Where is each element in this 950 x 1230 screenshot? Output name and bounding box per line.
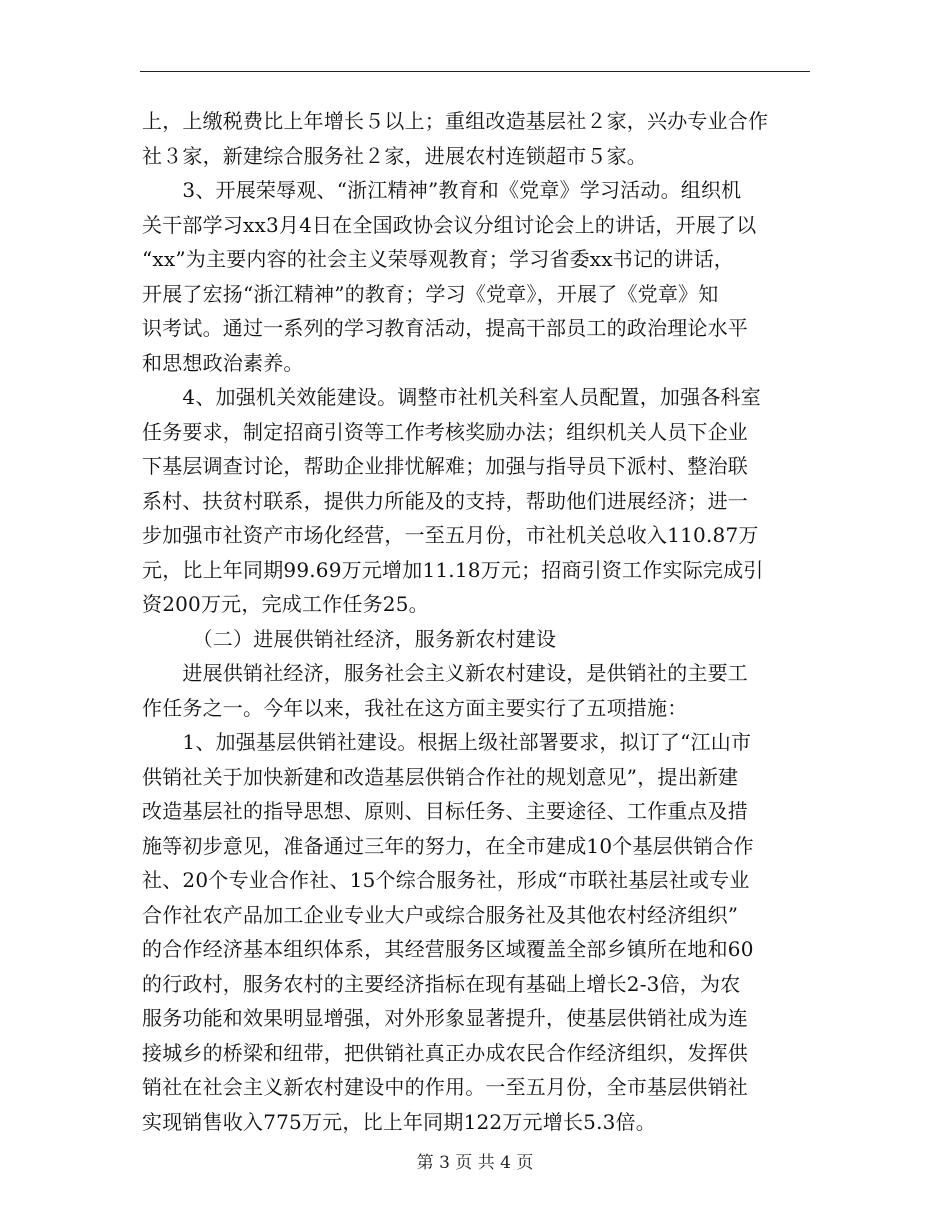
body-line: 改造基层社的指导思想、原则、目标任务、主要途径、工作重点及措 — [142, 799, 748, 823]
body-line: 系村、扶贫村联系，提供力所能及的支持，帮助他们进展经济；进一 — [142, 488, 748, 513]
body-line: 资200万元，完成工作任务25。 — [142, 592, 429, 616]
body-line: 任务要求，制定招商引资等工作考核奖励办法；组织机关人员下企业 — [142, 419, 748, 444]
section-heading: （二）进展供销社经济，服务新农村建设 — [142, 626, 557, 651]
body-line: 元，比上年同期99.69万元增加11.18万元；招商引资工作实际完成引 — [142, 557, 764, 582]
page-footer: 第 3 页 共 4 页 — [416, 1153, 534, 1173]
body-line: 合作社农产品加工企业专业大户或综合服务社及其他农村经济组织” — [142, 902, 739, 927]
body-line: 进展供销社经济，服务社会主义新农村建设，是供销社的主要工 — [142, 661, 748, 685]
body-line: 1、加强基层供销社建设。根据上级社部署要求，拟订了“江山市 — [142, 730, 752, 754]
body-line: 社３家，新建综合服务社２家，进展农村连锁超市５家。 — [142, 143, 647, 168]
body-line: 社、20个专业合作社、15个综合服务社，形成“市联社基层社或专业 — [142, 868, 750, 892]
body-line: 的行政村，服务农村的主要经济指标在现有基础上增长2-3倍，为农 — [142, 971, 741, 996]
body-line: 接城乡的桥梁和纽带，把供销社真正办成农民合作经济组织，发挥供 — [142, 1040, 748, 1065]
body-line: 的合作经济基本组织体系，其经营服务区域覆盖全部乡镇所在地和60 — [142, 937, 754, 961]
body-line: 供销社关于加快新建和改造基层供销合作社的规划意见”，提出新建 — [142, 764, 739, 789]
body-line: 下基层调查讨论，帮助企业排忧解难；加强与指导员下派村、整治联 — [142, 454, 748, 478]
body-line: 作任务之一。今年以来，我社在这方面主要实行了五项措施： — [142, 695, 688, 720]
body-line: 服务功能和效果明显增强，对外形象显著提升，使基层供销社成为连 — [142, 1006, 748, 1030]
document-body — [142, 104, 822, 1139]
body-line: 关干部学习xx3月4日在全国政协会议分组讨论会上的讲话，开展了以 — [142, 212, 757, 237]
body-line: 施等初步意见，准备通过三年的努力，在全市建成10个基层供销合作 — [142, 833, 754, 858]
body-line: 和思想政治素养。 — [142, 350, 304, 375]
body-line: 销社在社会主义新农村建设中的作用。一至五月份，全市基层供销社 — [142, 1075, 748, 1099]
body-line: 3、开展荣辱观、“浙江精神”教育和《党章》学习活动。组织机 — [142, 178, 742, 202]
body-line: 识考试。通过一系列的学习教育活动，提高干部员工的政治理论水平 — [142, 316, 748, 340]
body-line: 实现销售收入775万元，比上年同期122万元增长5.3倍。 — [142, 1109, 656, 1134]
body-line: 4、加强机关效能建设。调整市社机关科室人员配置，加强各科室 — [142, 385, 761, 409]
body-line: 上，上缴税费比上年增长５以上；重组改造基层社２家，兴办专业合作 — [142, 109, 769, 133]
body-line: 步加强市社资产市场化经营，一至五月份，市社机关总收入110.87万 — [142, 523, 759, 547]
body-line: 开展了宏扬“浙江精神”的教育；学习《党章》，开展了《党章》知 — [142, 281, 719, 306]
body-line: “xx”为主要内容的社会主义荣辱观教育；学习省委xx书记的讲话， — [142, 247, 734, 271]
header-rule — [140, 71, 810, 72]
